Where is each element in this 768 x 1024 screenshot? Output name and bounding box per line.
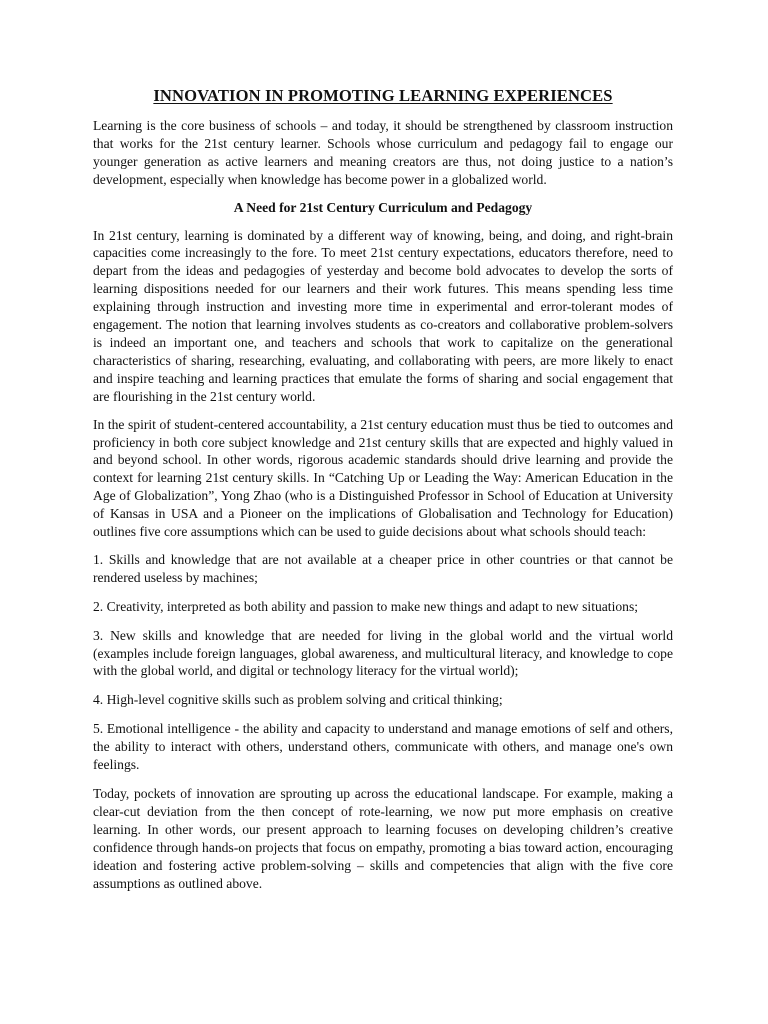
list-item: 1. Skills and knowledge that are not available at a cheaper price in other countries or that cannot be rendered useless by machines; (93, 551, 673, 585)
list-item: 2. Creativity, interpreted as both ability and passion to make new things and adapt to new situations; (93, 598, 639, 614)
section-heading: A Need for 21st Century Curriculum and Pedagogy (233, 199, 533, 215)
intro-paragraph: Learning is the core business of schools – and today, it should be strengthened by classroom instruction that works for the 21st century learner. Schools whose curriculum and pedagogy fail to engage our younger generation as active learners and meaning creators are thus, not doing justice to a nation’s development, especially when knowledge has become power in a globalized world. (93, 118, 673, 187)
document-page (93, 86, 673, 902)
list-item: 3. New skills and knowledge that are needed for living in the global world and the virtual world (examples include foreign languages, global awareness, and multicultural literacy, and knowledge to cope with the global world, and digital or technology literacy for the virtual world); (93, 627, 673, 679)
body-paragraph-1: In 21st century, learning is dominated by a different way of knowing, being, and doing, and right-brain capacities come increasingly to the fore. To meet 21st century expectations, educators therefore, need to depart from the ideas and pedagogies of yesterday and become bold advocates to develop the sorts of learning dispositions needed for our learners and their work futures. This means spending less time explaining through instruction and investing more time in experimental and error-tolerant modes of engagement. The notion that learning involves students as co-creators and collaborative problem-solvers is indeed an important one, and teachers and schools that work to capitalize on the generational characteristics of sharing, researching, evaluating, and collaborating with peers, are more likely to enact and inspire teaching and learning practices that emulate the forms of sharing and social engagement that are flourishing in the 21st century world. (93, 227, 673, 404)
list-item: 5. Emotional intelligence - the ability and capacity to understand and manage emotions of self and others, the ability to interact with others, understand others, communicate with others, and manage one's own feelings. (93, 721, 673, 773)
page-title: INNOVATION IN PROMOTING LEARNING EXPERIENCES (153, 86, 613, 105)
list-item: 4. High-level cognitive skills such as problem solving and critical thinking; (93, 692, 503, 708)
body-paragraph-3: Today, pockets of innovation are sprouting up across the educational landscape. For example, making a clear-cut deviation from the then concept of rote-learning, we now put more emphasis on creative learning. In other words, our present approach to learning focuses on developing children’s creative confidence through hands-on projects that focus on empathy, promoting a bias toward action, encouraging ideation and fostering active problem-solving – skills and competencies that align with the five core assumptions as outlined above. (93, 786, 673, 891)
body-paragraph-2: In the spirit of student-centered accountability, a 21st century education must thus be tied to outcomes and proficiency in both core subject knowledge and 21st century skills that are expected and highly valued in and beyond school. In other words, rigorous academic standards should drive learning and provide the context for learning 21st century skills. In “Catching Up or Leading the Way: American Education in the Age of Globalization”, Yong Zhao (who is a Distinguished Professor in School of Education at University of Kansas in USA and a Pioneer on the implications of Globalisation and Technology for Education) outlines five core assumptions which can be used to guide decisions about what schools should teach: (93, 416, 673, 540)
